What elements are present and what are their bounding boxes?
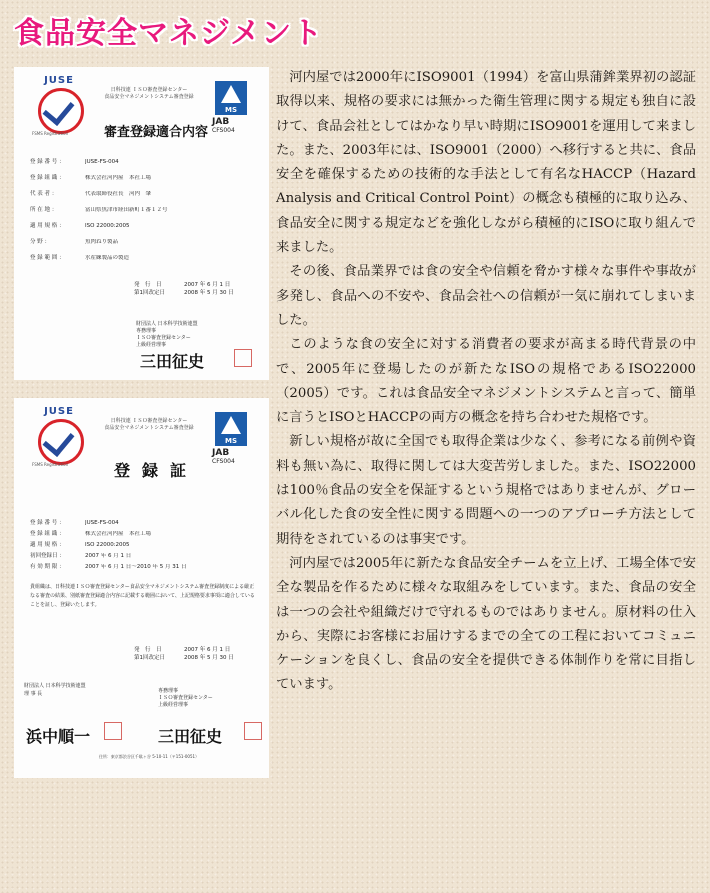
juse-logo-text: JUSE (44, 75, 74, 86)
stamp-icon (244, 722, 262, 740)
certificate-fields (30, 159, 255, 271)
field-row (30, 553, 255, 560)
field-label: 分 野 ： (30, 239, 50, 245)
issuer-line: 上級経営理事 (136, 342, 167, 348)
issuer-lines (94, 418, 204, 432)
juse-logo (32, 406, 86, 476)
field-row (30, 175, 255, 182)
field-value: 2007 年 6 月 1 日 (85, 553, 132, 559)
issuer-line: 食品安全マネジメントシステム審査登録 (104, 425, 194, 431)
certificate-registration-image (14, 398, 269, 778)
field-value: 代表取締役社長 河内 肇 (85, 191, 152, 197)
field-label: 代 表 者 ： (30, 191, 58, 197)
left-issuer-block (24, 682, 114, 698)
certificate-dates (134, 281, 254, 297)
field-row (30, 520, 255, 527)
field-value: JUSE-FS-004 (85, 159, 119, 165)
issuer-line: ＩＳＯ審査登録センター (158, 695, 213, 701)
field-row (30, 159, 255, 166)
jab-code: CFS004 (212, 458, 235, 465)
signature-left: 浜中順一 (26, 727, 91, 746)
field-label: 登 録 組 織 ： (30, 175, 65, 181)
date-row (134, 646, 254, 654)
certificate-fields (30, 520, 255, 575)
jab-code: CFS004 (212, 127, 235, 134)
field-label: 登 録 範 囲 ： (30, 255, 65, 261)
issuer-line: 専務理事 (158, 688, 179, 694)
field-row (30, 223, 255, 230)
juse-logo (32, 75, 86, 145)
field-label: 有 効 期 限 ： (30, 564, 65, 570)
page-title: 食品安全マネジメント (14, 16, 324, 51)
issuer-line: 専務理事 (136, 328, 157, 334)
field-value: 富山県魚津市経田新町１番１２号 (85, 207, 168, 213)
field-value: ISO 22000:2005 (85, 223, 130, 229)
field-value: 水産練製品の製造 (85, 255, 130, 261)
right-issuer-block (158, 688, 268, 709)
date-value: 2007 年 6 月 1 日 (184, 647, 231, 653)
certificate-dates (134, 646, 254, 662)
ms-text: MS (224, 437, 237, 445)
date-label: 第1回改定日 (134, 290, 165, 296)
field-row (30, 207, 255, 214)
jab-text: JAB (212, 117, 230, 127)
issuer-line: 理 事 長 (24, 691, 43, 697)
field-label: 適 用 規 格 ： (30, 223, 65, 229)
paragraph: 新しい規格が故に全国でも取得企業は少なく、参考になる前例や資料も無い為に、取得に関しては大変苦労しました。また、ISO22000は100％食品の安全を保証するという規格ではありませんが、グローバル化した食の安全性に関する問題への一つのアプローチ方法として期待をされているのは事実です。 (276, 434, 696, 547)
paragraph: 河内屋では2000年にISO9001（1994）を富山県蒲鉾業界初の認証取得以来、規格の要求には無かった衛生管理に関する規定も独自に設けて、食品会社としてはかなり早い時期にISO9001を運用して来ました。また、2003年には、ISO9001（2000）へ移行すると共に、食品安全を確保するための技術的な手法として有名なHACCP（Hazard Analysis and Critical Control Point）の概念も積極的に取り込み、食品安全に関する規定などを強化しながら積極的にISOに取り組んで来ました。 (276, 70, 696, 256)
paragraph: 河内屋では2005年に新たな食品安全チームを立上げ、工場全体で安全な製品を作るために様々な取組みをしています。また、食品の安全は一つの会社や組織だけで守れるものではありません。原材料の仕入から、実際にお客様にお届けするまでの全ての工程においてコミュニケーションを良くし、食品の安全を提供できる体制作りを常に目指しています。 (276, 555, 696, 693)
signature: 三田征史 (140, 352, 205, 371)
field-value: JUSE-FS-004 (85, 520, 119, 526)
field-value: 株式会社河内屋 本社工場 (85, 175, 152, 181)
issuer-line: 食品安全マネジメントシステム審査登録 (104, 94, 194, 100)
date-label: 発 行 日 (134, 282, 162, 288)
certificate-heading: 登録証 (113, 461, 198, 480)
date-value: 2008 年 5 月 30 日 (184, 290, 234, 296)
field-value: 株式会社河内屋 本社工場 (85, 531, 152, 537)
field-label: 登 録 組 織 ： (30, 531, 65, 537)
issuer-line: 日科技連 ＩＳＯ審査登録センター (110, 87, 188, 93)
stamp-icon (234, 349, 252, 367)
field-row (30, 191, 255, 198)
field-value: 2007 年 6 月 1 日〜2010 年 5 月 31 日 (85, 564, 187, 570)
field-value: ISO 22000:2005 (85, 542, 130, 548)
ms-triangle-icon (221, 85, 241, 103)
field-row (30, 255, 255, 262)
issuer-line: 上級経営理事 (158, 702, 189, 708)
certificate-heading: 審査登録適合内容 (103, 125, 208, 140)
field-label: 登 録 番 号 ： (30, 520, 65, 526)
field-label: 初回登録日 ： (30, 553, 65, 559)
paragraph: その後、食品業界では食の安全や信頼を脅かす様々な事件や事故が多発し、食品への不安や、食品会社への信頼が一気に崩れてしまいました。 (276, 264, 696, 328)
certificate-statement: 貴組織は、日科技連ＩＳＯ審査登録センター食品安全マネジメントシステム審査登録制度による厳正なる審査の結果、別紙審査登録適合内容に記載する範囲において、上記規格要求事項に適合していることを証し、登録いたします。 (30, 584, 255, 608)
date-value: 2007 年 6 月 1 日 (184, 282, 231, 288)
fsms-text: FSMS Registration (32, 462, 69, 467)
date-row (134, 281, 254, 289)
certificate-footer: 住所：東京都渋谷区千駄ヶ谷 5-10-11（〒151-0051） (98, 754, 200, 759)
issuer-lines (94, 87, 204, 101)
date-label: 発 行 日 (134, 647, 162, 653)
field-row (30, 542, 255, 549)
issuer-line: ＩＳＯ審査登録センター (136, 335, 191, 341)
issuer-line: 財団法人 日本科学技術連盟 (136, 321, 198, 327)
date-row (134, 654, 254, 662)
field-label: 登 録 番 号 ： (30, 159, 65, 165)
field-row (30, 531, 255, 538)
field-label: 適 用 規 格 ： (30, 542, 65, 548)
fsms-text: FSMS Registration (32, 131, 69, 136)
juse-logo-text: JUSE (44, 406, 74, 417)
issuer-line: 日科技連 ＩＳＯ審査登録センター (110, 418, 188, 424)
body-text (276, 66, 696, 698)
ms-triangle-icon (221, 416, 241, 434)
issuer-block (136, 321, 246, 349)
field-value: 魚肉ねり製品 (85, 239, 119, 245)
issuer-line: 財団法人 日本科学技術連盟 (24, 683, 86, 689)
signature-right: 三田征史 (158, 727, 223, 746)
paragraph: このような食の安全に対する消費者の要求が高まる時代背景の中で、2005年に登場したのが新たなISOの規格であるISO22000（2005）です。これは食品安全マネジメントシステムと言って、簡単に言うとISOとHACCPの両方の概念を持ち合わせた規格です。 (276, 337, 696, 426)
ms-logo (215, 412, 247, 446)
field-row (30, 564, 255, 571)
ms-logo (215, 81, 247, 115)
ms-text: MS (224, 106, 237, 114)
certificate-scope-image (14, 67, 269, 380)
field-row (30, 239, 255, 246)
date-value: 2008 年 5 月 30 日 (184, 655, 234, 661)
date-label: 第1回改定日 (134, 655, 165, 661)
jab-text: JAB (212, 448, 230, 458)
field-label: 所 在 地 ： (30, 207, 58, 213)
stamp-icon (104, 722, 122, 740)
date-row (134, 289, 254, 297)
